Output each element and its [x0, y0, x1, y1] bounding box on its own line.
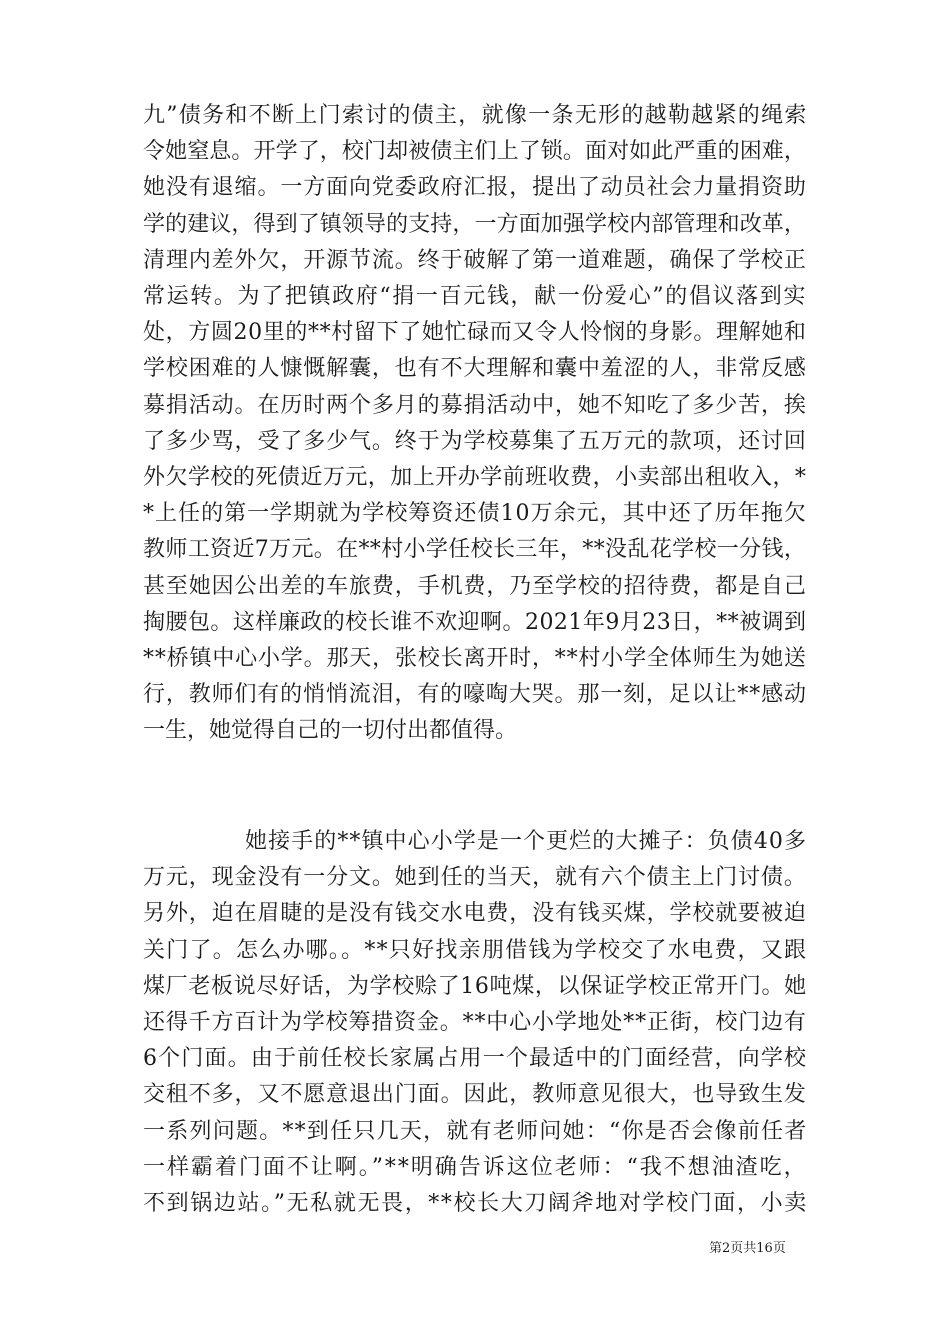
text-line: **桥镇中心小学。那天，张校长离开时，**村小学全体师生为她送: [143, 646, 807, 671]
text-line: 甚至她因公出差的车旅费，手机费，乃至学校的招待费，都是自己: [143, 573, 807, 599]
text-line: 一样霸着门面不让啊。”**明确告诉这位老师：“我不想油渣吃，: [143, 1154, 808, 1180]
text-line: 关门了。怎么办哪。。**只好找亲朋借钱为学校交了水电费，又跟: [143, 937, 808, 963]
text-line: 不到锅边站。”无私就无畏，**校长大刀阔斧地对学校门面，小卖: [143, 1191, 808, 1216]
text-line: 了多少骂，受了多少气。终于为学校募集了五万元的款项，还讨回: [143, 428, 807, 454]
text-line: 另外，迫在眉睫的是没有钱交水电费，没有钱买煤，学校就要被迫: [143, 901, 807, 927]
text-line: *上任的第一学期就为学校筹资还债10万余元，其中还了历年拖欠: [143, 501, 807, 527]
text-line: 外欠学校的死债近万元，加上开办学前班收费，小卖部出租收入，*: [143, 465, 807, 490]
page-number-footer: 第2页共16页: [709, 1241, 786, 1256]
text-line: 还得千方百计为学校筹措资金。**中心小学地处**正街，校门边有: [143, 1010, 807, 1035]
text-line: 募捐活动。在历时两个多月的募捐活动中，她不知吃了多少苦，挨: [143, 392, 807, 418]
text-line: 她没有退缩。一方面向党委政府汇报，提出了动员社会力量捐资助: [143, 175, 807, 201]
text-line: 万元，现金没有一分文。她到任的当天，就有六个债主上门讨债。: [143, 865, 807, 891]
text-line: 她接手的**镇中心小学是一个更烂的大摊子：负债40多: [245, 829, 808, 854]
text-line: 行，教师们有的悄悄流泪，有的嚎啕大哭。那一刻，足以让**感动: [143, 682, 807, 708]
text-line: 处，方圆20里的**村留下了她忙碌而又令人怜悯的身影。理解她和: [143, 320, 807, 346]
text-line: 交租不多，又不愿意退出门面。因此，教师意见很大，也导致生发: [143, 1082, 807, 1108]
text-line: 学校困难的人慷慨解囊，也有不大理解和囊中羞涩的人，非常反感: [143, 356, 807, 382]
text-line: 令她窒息。开学了，校门却被债主们上了锁。面对如此严重的困难，: [143, 139, 807, 165]
text-line: 清理内差外欠，开源节流。终于破解了第一道难题，确保了学校正: [143, 247, 807, 273]
text-line: 九”债务和不断上门索讨的债主，就像一条无形的越勒越紧的绳索: [143, 103, 808, 128]
text-line: 一系列问题。**到任只几天，就有老师问她：“你是否会像前任者: [143, 1118, 808, 1144]
text-line: 6个门面。由于前任校长家属占用一个最适中的门面经营，向学校: [143, 1046, 808, 1072]
text-line: 教师工资近7万元。在**村小学任校长三年，**没乱花学校一分钱，: [143, 537, 807, 563]
text-line: 煤厂老板说尽好话，为学校赊了16吨煤，以保证学校正常开门。她: [143, 973, 807, 999]
text-line: 掏腰包。这样廉政的校长谁不欢迎啊。2021年9月23日，**被调到: [143, 609, 807, 635]
text-line: 学的建议，得到了镇领导的支持，一方面加强学校内部管理和改革，: [143, 211, 807, 237]
text-line: 一生，她觉得自己的一切付出都值得。: [143, 718, 518, 744]
text-line: 常运转。为了把镇政府“捐一百元钱，献一份爱心”的倡议落到实: [143, 284, 808, 309]
